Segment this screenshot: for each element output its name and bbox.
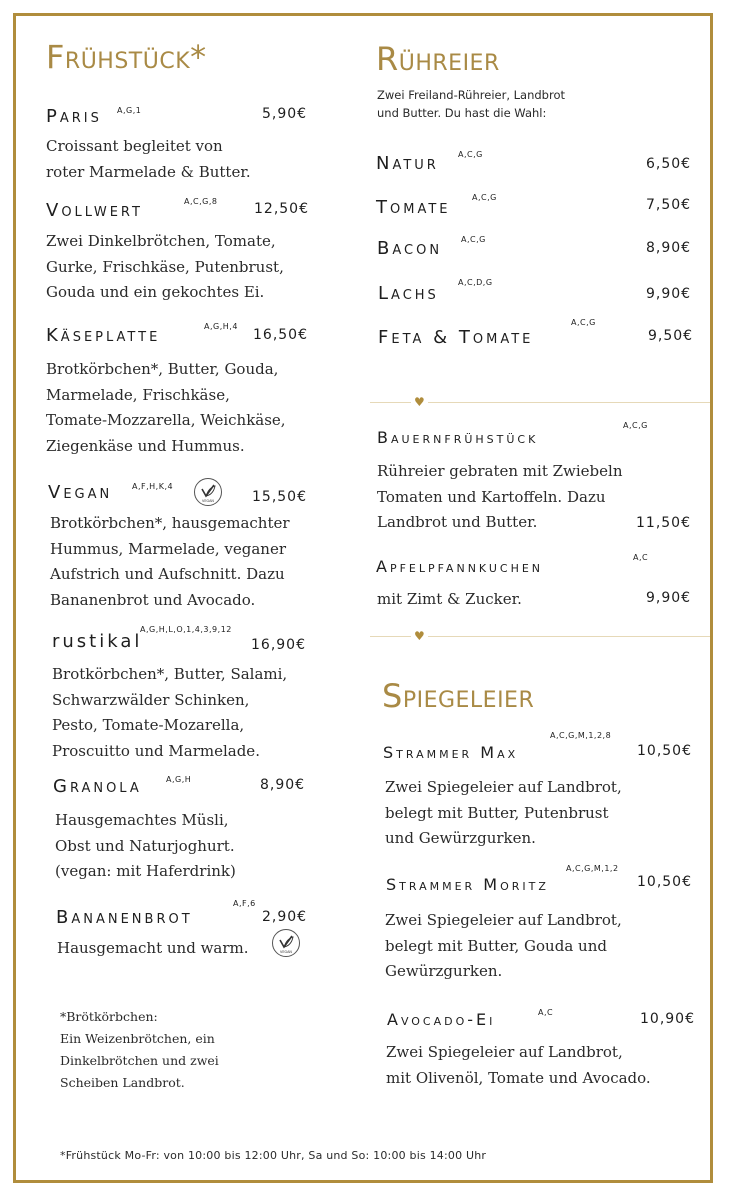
item-name-bananenbrot: Bananenbrot [56,907,193,928]
subtitle-line: und Butter. Du hast die Wahl: [377,106,547,120]
desc-line: Landbrot und Butter. [377,513,538,531]
desc-line: Ziegenkäse und Hummus. [46,436,245,455]
item-desc-strammer-moritz [385,908,685,985]
desc-line: Gouda und ein gekochtes Ei. [46,283,265,301]
item-name-paris: Paris [46,106,102,127]
item-name-bacon: Bacon [377,238,443,259]
item-price-apfelpfannkuchen: 9,90€ [646,590,692,606]
vegan-badge-label: VEGAN [202,499,214,503]
item-price-tomate: 7,50€ [646,197,692,213]
item-allergens-bananenbrot: A,F,6 [233,899,256,908]
item-allergens-lachs: A,C,D,G [458,278,493,287]
item-price-natur: 6,50€ [646,156,692,172]
item-desc-strammer-max [385,775,685,852]
desc-line: roter Marmelade & Butter. [46,162,251,181]
item-allergens-bacon: A,C,G [461,235,486,244]
item-allergens-natur: A,C,G [458,150,483,159]
desc-line: Brotkörbchen*, Butter, Gouda, [46,360,279,378]
desc-line: Brotkörbchen*, Butter, Salami, [52,665,288,683]
item-name-granola: Granola [53,776,142,797]
item-desc-kaeseplatte [46,357,336,459]
desc-line: belegt mit Butter, Putenbrust [385,803,609,822]
item-price-kaeseplatte: 16,50€ [253,327,308,343]
desc-line: Zwei Spiegeleier auf Landbrot, [386,1043,623,1061]
note-line: Dinkelbrötchen und zwei [60,1053,219,1068]
item-price-lachs: 9,90€ [646,286,692,302]
item-price-feta-tomate: 9,50€ [648,328,694,344]
vegan-badge-label: VEGAN [280,950,292,954]
desc-line: Rühreier gebraten mit Zwiebeln [377,462,623,480]
desc-line: Croissant begleitet von [46,137,223,155]
vegan-leaf-icon [271,928,301,958]
desc-line: mit Olivenöl, Tomate und Avocado. [386,1068,651,1087]
item-price-strammer-max: 10,50€ [637,743,692,759]
desc-line: Zwei Spiegeleier auf Landbrot, [385,911,622,929]
section-title-fruehstueck [46,38,207,76]
item-desc-paris [46,134,326,185]
item-name-bauernfruehstueck: Bauernfrühstück [377,428,539,447]
item-desc-avocado-ei [386,1040,696,1091]
item-allergens-bauernfruehstueck: A,C,G [623,421,648,430]
heart-icon: ♥ [411,630,428,642]
item-allergens-paris: A,G,1 [117,106,142,115]
item-allergens-tomate: A,C,G [472,193,497,202]
item-allergens-rustikal: A,G,H,L,O,1,4,3,9,12 [140,625,232,634]
item-name-avocado-ei: Avocado-Ei [387,1010,496,1029]
desc-line: belegt mit Butter, Gouda und [385,936,607,955]
brotkoerbchen-note [60,1006,280,1094]
ruehreier-subtitle [377,86,565,122]
desc-line: Brotkörbchen*, hausgemachter [50,514,290,532]
item-price-vegan: 15,50€ [252,489,307,505]
desc-line: und Gewürzgurken. [385,829,536,847]
item-name-tomate: Tomate [376,197,451,218]
item-price-avocado-ei: 10,90€ [640,1011,695,1027]
item-price-bananenbrot: 2,90€ [262,909,308,925]
desc-line: Hummus, Marmelade, veganer [50,539,287,558]
item-price-bauernfruehstueck: 11,50€ [636,515,691,531]
desc-line: mit Zimt & Zucker. [377,590,522,608]
item-name-lachs: Lachs [378,283,439,304]
desc-line: Obst und Naturjoghurt. [55,836,235,855]
item-name-strammer-moritz: Strammer Moritz [386,875,549,894]
desc-line: Zwei Dinkelbrötchen, Tomate, [46,232,276,250]
section-title-text: Frühstück* [46,38,207,76]
item-price-paris: 5,90€ [262,106,308,122]
item-name-vollwert: Vollwert [46,200,143,221]
item-name-kaeseplatte: Käseplatte [46,325,161,346]
item-name-vegan: Vegan [48,482,113,503]
item-allergens-granola: A,G,H [166,775,192,784]
item-desc-bananenbrot [57,936,277,962]
item-allergens-avocado-ei: A,C [538,1008,554,1017]
desc-line: Tomaten und Kartoffeln. Dazu [377,487,606,506]
desc-line: Hausgemachtes Müsli, [55,811,229,829]
desc-line: Schwarzwälder Schinken, [52,690,250,709]
desc-line: Marmelade, Frischkäse, [46,385,230,404]
note-line: Ein Weizenbrötchen, ein [60,1031,215,1046]
item-name-natur: Natur [376,153,439,174]
item-desc-granola [55,808,345,885]
desc-line: Aufstrich und Aufschnitt. Dazu [50,565,285,583]
desc-line: Gurke, Frischkäse, Putenbrust, [46,257,284,276]
section-title-spiegeleier: Spiegeleier [382,677,535,715]
desc-line: Hausgemacht und warm. [57,939,249,957]
item-desc-bauernfruehstueck [377,459,677,536]
desc-line: Bananenbrot und Avocado. [50,590,256,609]
item-allergens-strammer-moritz: A,C,G,M,1,2 [566,864,619,873]
item-allergens-vegan: A,F,H,K,4 [132,482,174,491]
vegan-leaf-icon [193,477,223,507]
item-allergens-kaeseplatte: A,G,H,4 [204,322,238,331]
item-price-strammer-moritz: 10,50€ [637,874,692,890]
item-desc-vegan [50,511,340,613]
note-line: *Brötkörbchen: [60,1009,158,1024]
desc-line: Zwei Spiegeleier auf Landbrot, [385,778,622,796]
item-price-rustikal: 16,90€ [251,637,306,653]
item-name-feta-tomate: Feta & Tomate [378,327,534,348]
item-price-vollwert: 12,50€ [254,201,309,217]
item-allergens-vollwert: A,C,G,8 [184,197,218,206]
item-name-rustikal: rustikal [52,631,143,652]
desc-line: Gewürzgurken. [385,962,503,980]
item-desc-apfelpfannkuchen [377,587,577,613]
item-desc-rustikal [52,662,342,764]
opening-hours-footer: *Frühstück Mo-Fr: von 10:00 bis 12:00 Uhr, Sa und So: 10:00 bis 14:00 Uhr [60,1149,487,1162]
item-desc-vollwert [46,229,336,306]
desc-line: Proscuitto und Marmelade. [52,741,260,760]
item-allergens-strammer-max: A,C,G,M,1,2,8 [550,731,612,740]
desc-line: (vegan: mit Haferdrink) [55,862,236,880]
item-allergens-feta-tomate: A,C,G [571,318,596,327]
subtitle-line: Zwei Freiland-Rühreier, Landbrot [377,88,565,102]
item-allergens-apfelpfannkuchen: A,C [633,553,649,562]
item-name-apfelpfannkuchen: Apfelpfannkuchen [376,557,544,576]
desc-line: Tomate-Mozzarella, Weichkäse, [46,411,286,429]
note-line: Scheiben Landbrot. [60,1075,185,1090]
item-price-granola: 8,90€ [260,777,306,793]
desc-line: Pesto, Tomate-Mozarella, [52,716,245,734]
item-price-bacon: 8,90€ [646,240,692,256]
item-name-strammer-max: Strammer Max [383,743,519,762]
heart-icon: ♥ [411,396,428,408]
section-title-ruehreier: Rühreier [376,40,500,78]
